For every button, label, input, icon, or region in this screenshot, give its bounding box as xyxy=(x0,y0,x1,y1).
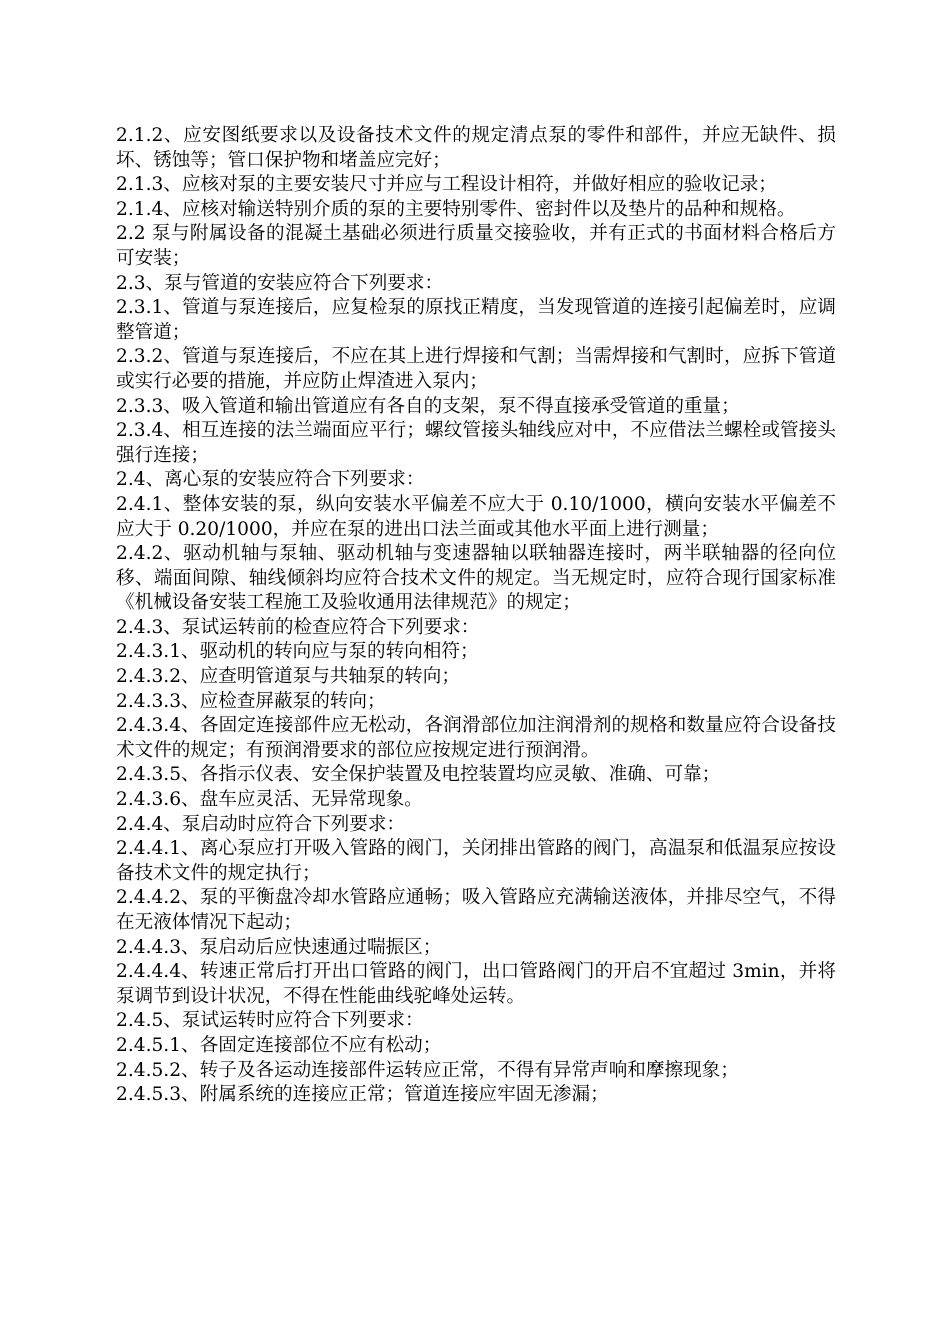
paragraph-2-4-3-3: 2.4.3.3、应检查屏蔽泵的转向； xyxy=(116,690,386,712)
paragraph-2-1-2: 2.1.2、应安图纸要求以及设备技术文件的规定清点泵的零件和部件，并应无缺件、损坏、锈蚀等；管口保护物和堵盖应完好； xyxy=(116,125,836,171)
paragraph-2-4-3-2: 2.4.3.2、应查明管道泵与共轴泵的转向； xyxy=(116,666,460,688)
paragraph-2-4-3-4: 2.4.3.4、各固定连接部件应无松动，各润滑部位加注润滑剂的规格和数量应符合设备技术文件的规定；有预润滑要求的部位应按规定进行预润滑。 xyxy=(116,715,836,761)
paragraph-2-3-3: 2.3.3、吸入管道和输出管道应有各自的支架，泵不得直接承受管道的重量； xyxy=(116,395,740,417)
paragraph-2-4-4-4: 2.4.4.4、转速正常后打开出口管路的阀门，出口管路阀门的开启不宜超过 3min，并将泵调节到设计状况，不得在性能曲线驼峰处运转。 xyxy=(116,961,836,1007)
paragraph-2-4-5-1: 2.4.5.1、各固定连接部位不应有松动； xyxy=(116,1034,442,1056)
paragraph-2-4-3-6: 2.4.3.6、盘车应灵活、无异常现象。 xyxy=(116,789,423,811)
paragraph-2-4-5-2: 2.4.5.2、转子及各运动连接部件运转应正常，不得有异常声响和摩擦现象； xyxy=(116,1059,739,1081)
paragraph-2-4-4-2: 2.4.4.2、泵的平衡盘冷却水管路应通畅；吸入管路应充满输送液体，并排尽空气，不得在无液体情况下起动； xyxy=(116,887,836,933)
section-heading-2-4: 2.4、离心泵的安装应符合下列要求： xyxy=(116,469,425,491)
section-heading-2-3: 2.3、泵与管道的安装应符合下列要求： xyxy=(116,272,444,294)
paragraph-2-4-4-3: 2.4.4.3、泵启动后应快速通过喘振区； xyxy=(116,936,442,958)
paragraph-2-4-3-1: 2.4.3.1、驱动机的转向应与泵的转向相符； xyxy=(116,641,479,663)
section-heading-2-4-5: 2.4.5、泵试运转时应符合下列要求： xyxy=(116,1010,424,1032)
paragraph-2-4-5-3: 2.4.5.3、附属系统的连接应正常；管道连接应牢固无渗漏； xyxy=(116,1084,609,1106)
paragraph-2-1-3: 2.1.3、应核对泵的主要安装尺寸并应与工程设计相符，并做好相应的验收记录； xyxy=(116,174,777,196)
paragraph-2-2: 2.2 泵与附属设备的混凝土基础必须进行质量交接验收，并有正式的书面材料合格后方可安装； xyxy=(116,223,836,269)
paragraph-2-1-4: 2.1.4、应核对输送特别介质的泵的主要特别零件、密封件以及垫片的品种和规格。 xyxy=(116,198,796,220)
paragraph-2-4-3-5: 2.4.3.5、各指示仪表、安全保护装置及电控装置均应灵敏、准确、可靠； xyxy=(116,764,721,786)
paragraph-2-4-1: 2.4.1、整体安装的泵，纵向安装水平偏差不应大于 0.10/1000，横向安装水平偏差不应大于 0.20/1000，并应在泵的进出口法兰面或其他水平面上进行测量； xyxy=(116,493,836,540)
paragraph-2-3-2: 2.3.2、管道与泵连接后，不应在其上进行焊接和气割；当需焊接和气割时，应拆下管道或实行必要的措施，并应防止焊渣进入泵内； xyxy=(116,346,836,392)
document-body xyxy=(116,124,836,1108)
paragraph-2-3-1: 2.3.1、管道与泵连接后，应复检泵的原找正精度，当发现管道的连接引起偏差时，应调整管道； xyxy=(116,297,836,343)
paragraph-2-4-2: 2.4.2、驱动机轴与泵轴、驱动机轴与变速器轴以联轴器连接时，两半联轴器的径向位移、端面间隙、轴线倾斜均应符合技术文件的规定。当无规定时，应符合现行国家标准《机械设备安装工程施工及验收通用法律规范》的规定； xyxy=(116,543,836,614)
paragraph-2-4-4-1: 2.4.4.1、离心泵应打开吸入管路的阀门，关闭排出管路的阀门，高温泵和低温泵应按设备技术文件的规定执行； xyxy=(116,838,836,884)
section-heading-2-4-3: 2.4.3、泵试运转前的检查应符合下列要求： xyxy=(116,616,480,638)
paragraph-2-3-4: 2.3.4、相互连接的法兰端面应平行；螺纹管接头轴线应对中，不应借法兰螺栓或管接头强行连接； xyxy=(116,420,836,466)
section-heading-2-4-4: 2.4.4、泵启动时应符合下列要求： xyxy=(116,813,406,835)
